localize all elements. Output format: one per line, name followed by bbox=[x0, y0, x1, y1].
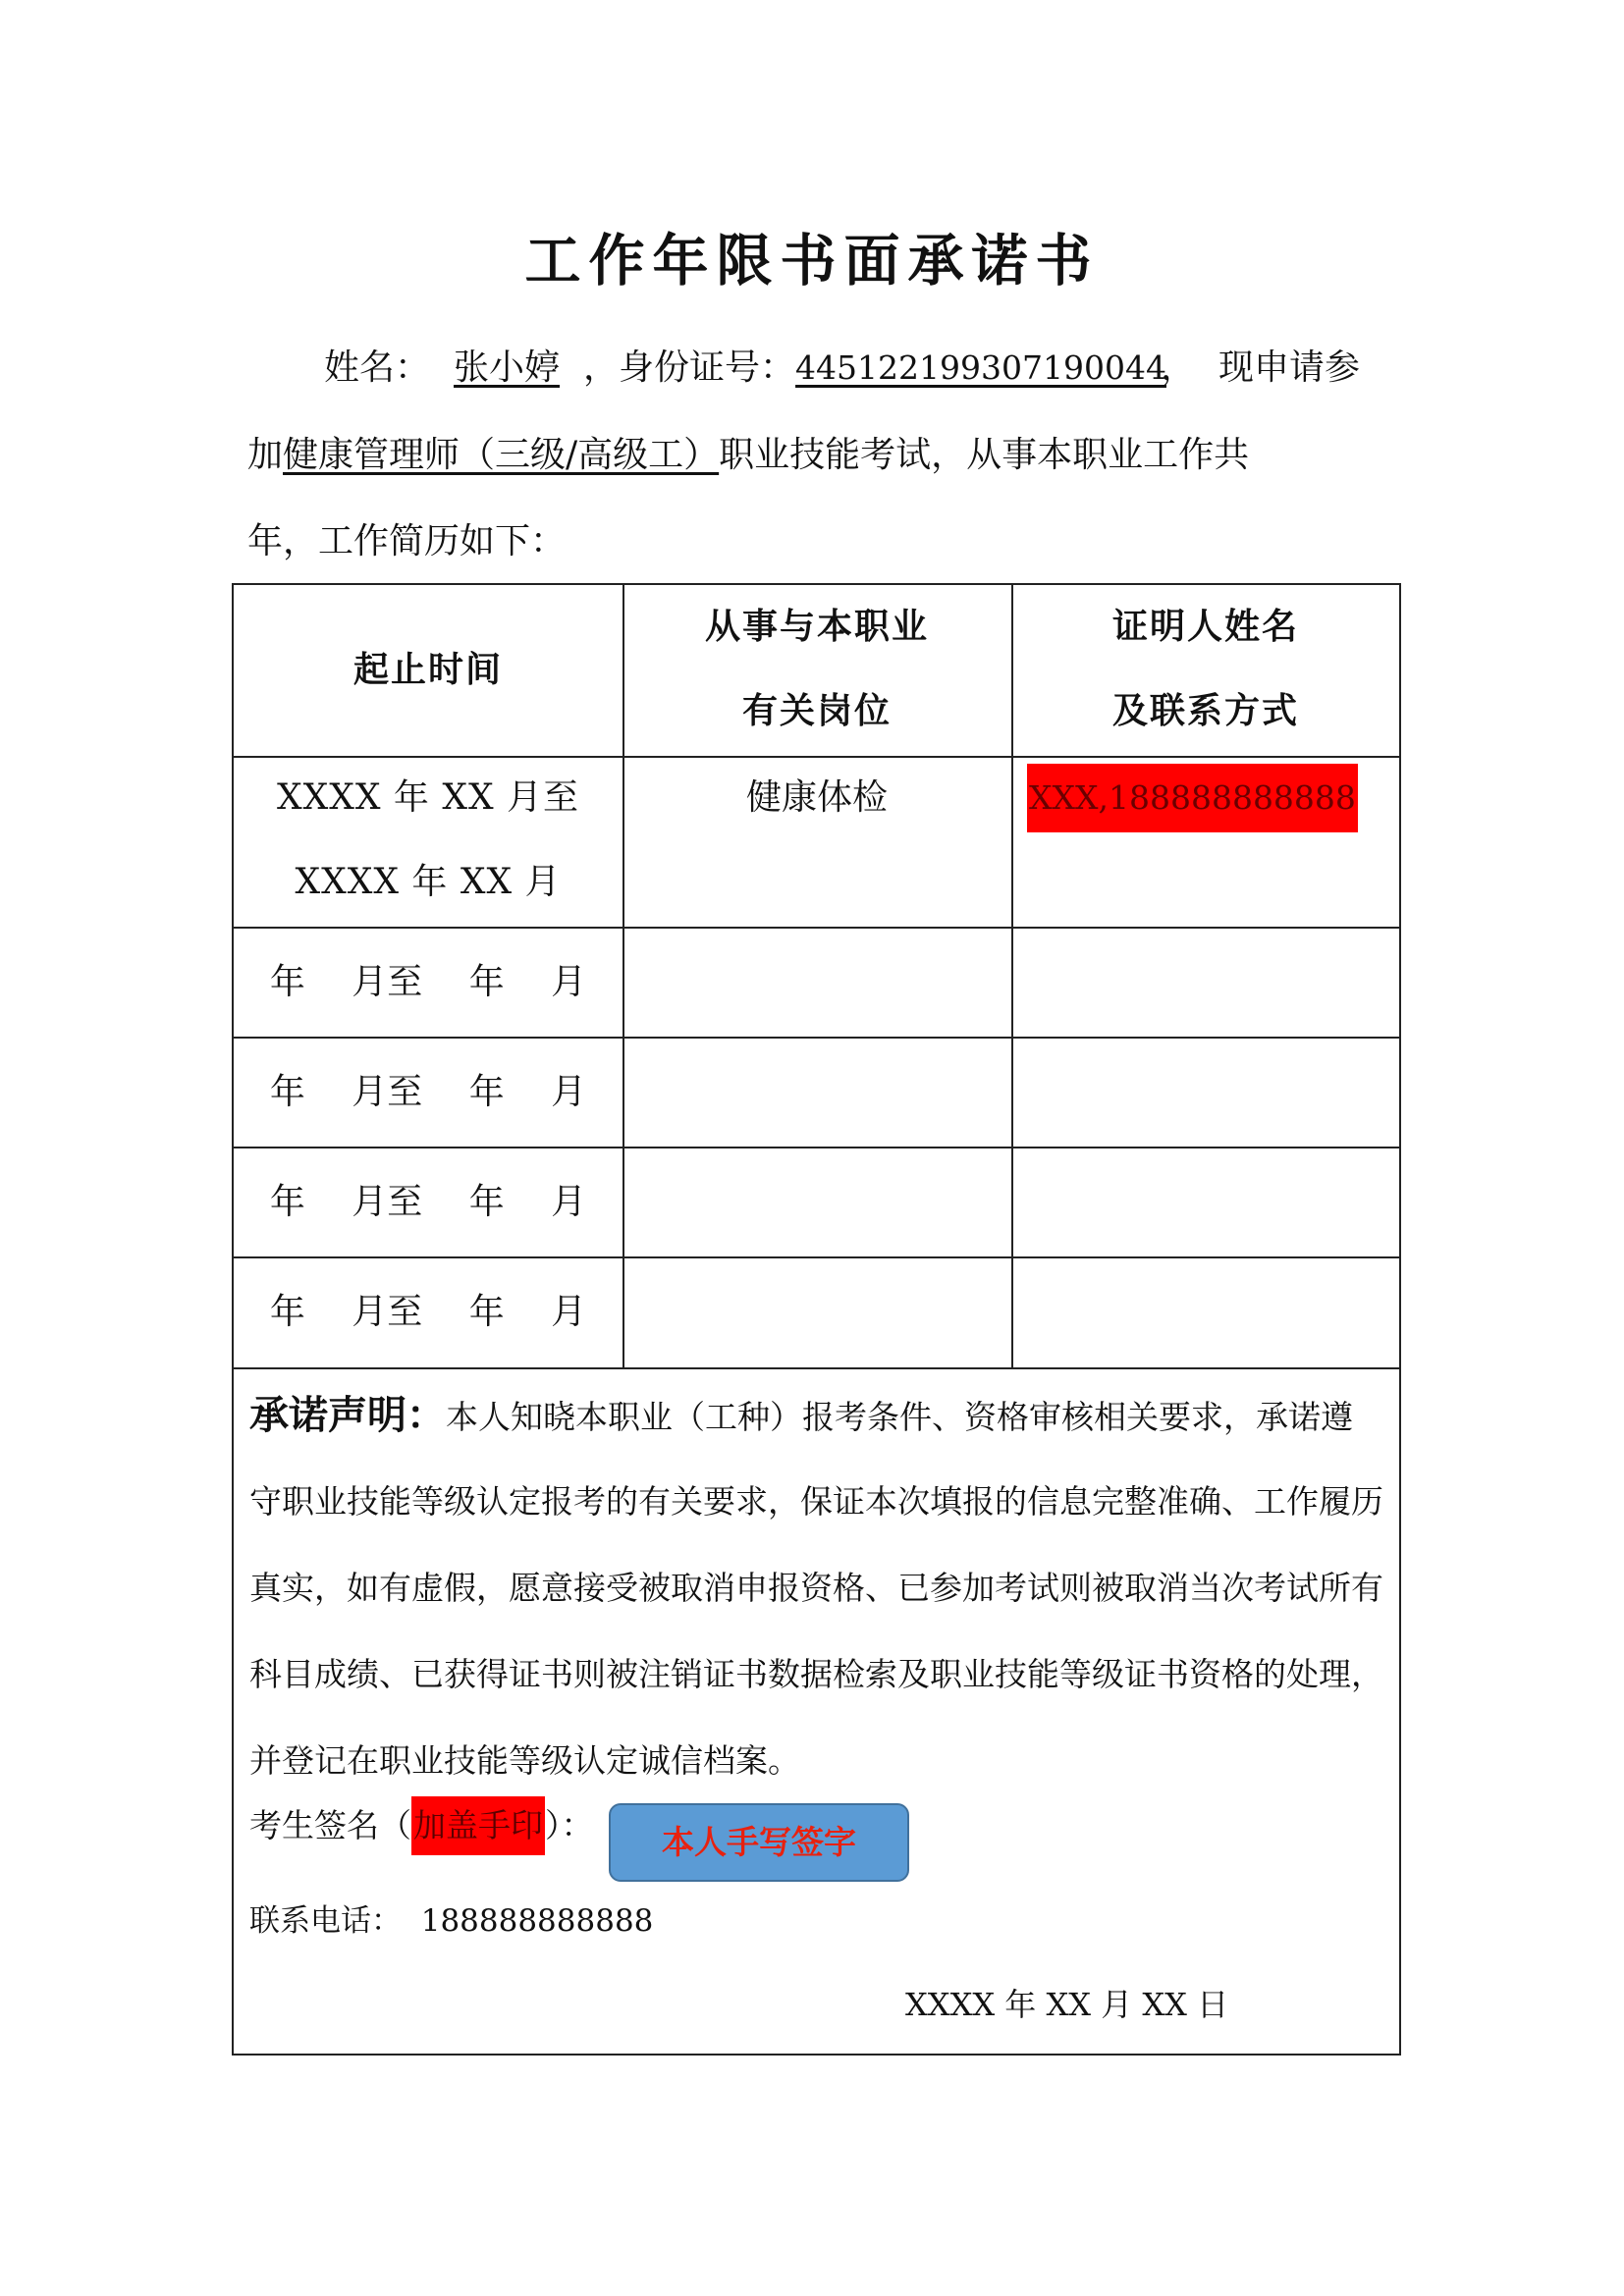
work-history-table bbox=[232, 583, 1401, 2056]
pledge-line-4: 科目成绩、已获得证书则被注销证书数据检索及职业技能等级证书资格的处理， bbox=[249, 1655, 1383, 1693]
row2-period: 年 月至 年 月 bbox=[269, 962, 587, 1002]
id-number-value: 445122199307190044 bbox=[795, 348, 1166, 387]
row1-period-line2: XXXX 年 XX 月 bbox=[295, 862, 562, 902]
row1-position: 健康体检 bbox=[745, 777, 888, 818]
pledge-line-3: 真实，如有虚假，愿意接受被取消申报资格、已参加考试则被取消当次考试所有 bbox=[249, 1569, 1383, 1607]
sign-date: XXXX 年 XX 月 XX 日 bbox=[905, 1986, 1229, 2023]
row1-witness bbox=[1027, 756, 1356, 840]
document-title: 工作年限书面承诺书 bbox=[524, 229, 1100, 294]
phone-value: 188888888888 bbox=[420, 1903, 654, 1939]
table-divider bbox=[234, 1256, 1399, 1258]
name-label: 姓名： bbox=[324, 347, 431, 388]
apply-text: 现申请参 bbox=[1218, 347, 1360, 388]
pledge-text-1: 本人知晓本职业（工种）报考条件、资格审核相关要求，承诺遵 bbox=[446, 1398, 1353, 1436]
row1-period-line1: XXXX 年 XX 月至 bbox=[276, 777, 580, 818]
table-divider bbox=[234, 1037, 1399, 1039]
pledge-line-2: 守职业技能等级认定报考的有关要求，保证本次填报的信息完整准确、工作履历 bbox=[249, 1482, 1383, 1521]
row5-period: 年 月至 年 月 bbox=[269, 1292, 587, 1332]
table-divider bbox=[234, 1147, 1399, 1148]
id-suffix: ， bbox=[1161, 347, 1197, 388]
row3-period: 年 月至 年 月 bbox=[269, 1072, 587, 1112]
header-position-line2: 有关岗位 bbox=[741, 691, 892, 731]
line2-suffix: 职业技能考试，从事本职业工作共 bbox=[719, 435, 1250, 475]
table-divider bbox=[234, 1367, 1399, 1369]
id-label: 身份证号： bbox=[619, 347, 796, 388]
name-value: 张小婷 bbox=[454, 347, 561, 388]
pledge-line-5: 并登记在职业技能等级认定诚信档案。 bbox=[249, 1741, 800, 1780]
header-position-line1: 从事与本职业 bbox=[704, 607, 929, 647]
phone-row bbox=[249, 1896, 653, 1946]
signature-row bbox=[249, 1796, 594, 1855]
handwritten-signature-button[interactable]: 本人手写签字 bbox=[609, 1803, 909, 1882]
pledge-heading: 承诺声明： bbox=[249, 1393, 446, 1438]
signature-label-suffix: ）： bbox=[545, 1806, 594, 1844]
header-witness-line1: 证明人姓名 bbox=[1111, 607, 1299, 647]
line2-prefix: 加 bbox=[247, 435, 284, 475]
row4-period: 年 月至 年 月 bbox=[269, 1182, 587, 1222]
table-divider bbox=[234, 927, 1399, 929]
seal-note-highlight: 加盖手印 bbox=[411, 1796, 545, 1855]
header-period: 起止时间 bbox=[352, 650, 503, 690]
row1-witness-highlight: XXX,188888888888 bbox=[1027, 764, 1358, 832]
phone-label: 联系电话： bbox=[249, 1903, 402, 1939]
comma-separator: ， bbox=[583, 347, 620, 388]
intro-line-1 bbox=[247, 346, 1386, 391]
pledge-line-1 bbox=[249, 1372, 1388, 1461]
intro-line-2 bbox=[247, 433, 1386, 478]
occupation-name: 健康管理师（三级/高级工） bbox=[283, 435, 720, 475]
header-witness-line2: 及联系方式 bbox=[1111, 691, 1299, 731]
signature-label: 考生签名（ bbox=[249, 1806, 411, 1844]
intro-line-3: 年，工作简历如下： bbox=[247, 521, 567, 561]
